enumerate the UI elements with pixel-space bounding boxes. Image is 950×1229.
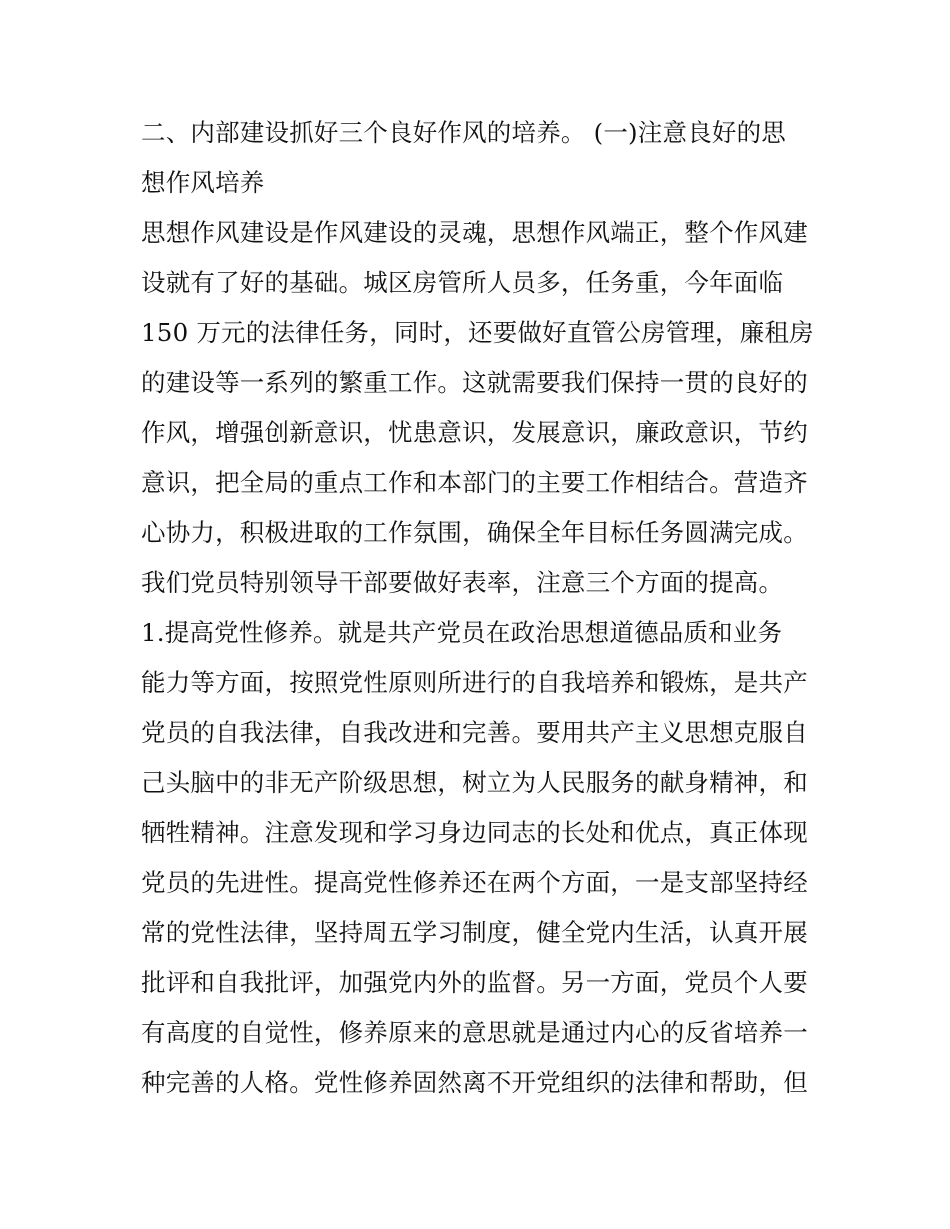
paragraph-line: 常的党性法律，坚持周五学习制度，健全党内生活，认真开展 [141,918,808,947]
paragraph-line: 有高度的自觉性，修养原来的意思就是通过内心的反省培养一 [141,1018,808,1047]
paragraph-line: 作风，增强创新意识，忧患意识，发展意识，廉政意识，节约 [141,418,808,447]
paragraph-line: 的建设等一系列的繁重工作。这就需要我们保持一贯的良好的 [141,368,808,397]
paragraph-line: 党员的自我法律，自我改进和完善。要用共产主义思想克服自 [141,718,808,747]
paragraph-line: 种完善的人格。党性修养固然离不开党组织的法律和帮助，但 [141,1068,808,1097]
paragraph-line: 能力等方面，按照党性原则所进行的自我培养和锻炼，是共产 [141,668,808,697]
paragraph-line: 批评和自我批评，加强党内外的监督。另一方面，党员个人要 [141,968,808,997]
paragraph-line: 己头脑中的非无产阶级思想，树立为人民服务的献身精神，和 [141,768,808,797]
paragraph-line: 1.提高党性修养。就是共产党员在政治思想道德品质和业务 [141,618,783,647]
section-heading-line: 二、内部建设抓好三个良好作风的培养。 (一)注意良好的思 [141,118,787,147]
paragraph-line: 150 万元的法律任务，同时，还要做好直管公房管理，廉租房 [141,318,814,347]
paragraph-line: 党员的先进性。提高党性修养还在两个方面，一是支部坚持经 [141,868,808,897]
paragraph-line: 牺牲精神。注意发现和学习身边同志的长处和优点，真正体现 [141,818,808,847]
paragraph-line: 设就有了好的基础。城区房管所人员多，任务重，今年面临 [141,268,784,297]
paragraph-line: 思想作风建设是作风建设的灵魂，思想作风端正，整个作风建 [141,218,808,247]
paragraph-line: 心协力，积极进取的工作氛围，确保全年目标任务圆满完成。 [141,518,808,547]
paragraph-line: 我们党员特别领导干部要做好表率，注意三个方面的提高。 [141,568,784,597]
paragraph-line: 意识，把全局的重点工作和本部门的主要工作相结合。营造齐 [141,468,808,497]
section-heading-line: 想作风培养 [141,168,265,197]
